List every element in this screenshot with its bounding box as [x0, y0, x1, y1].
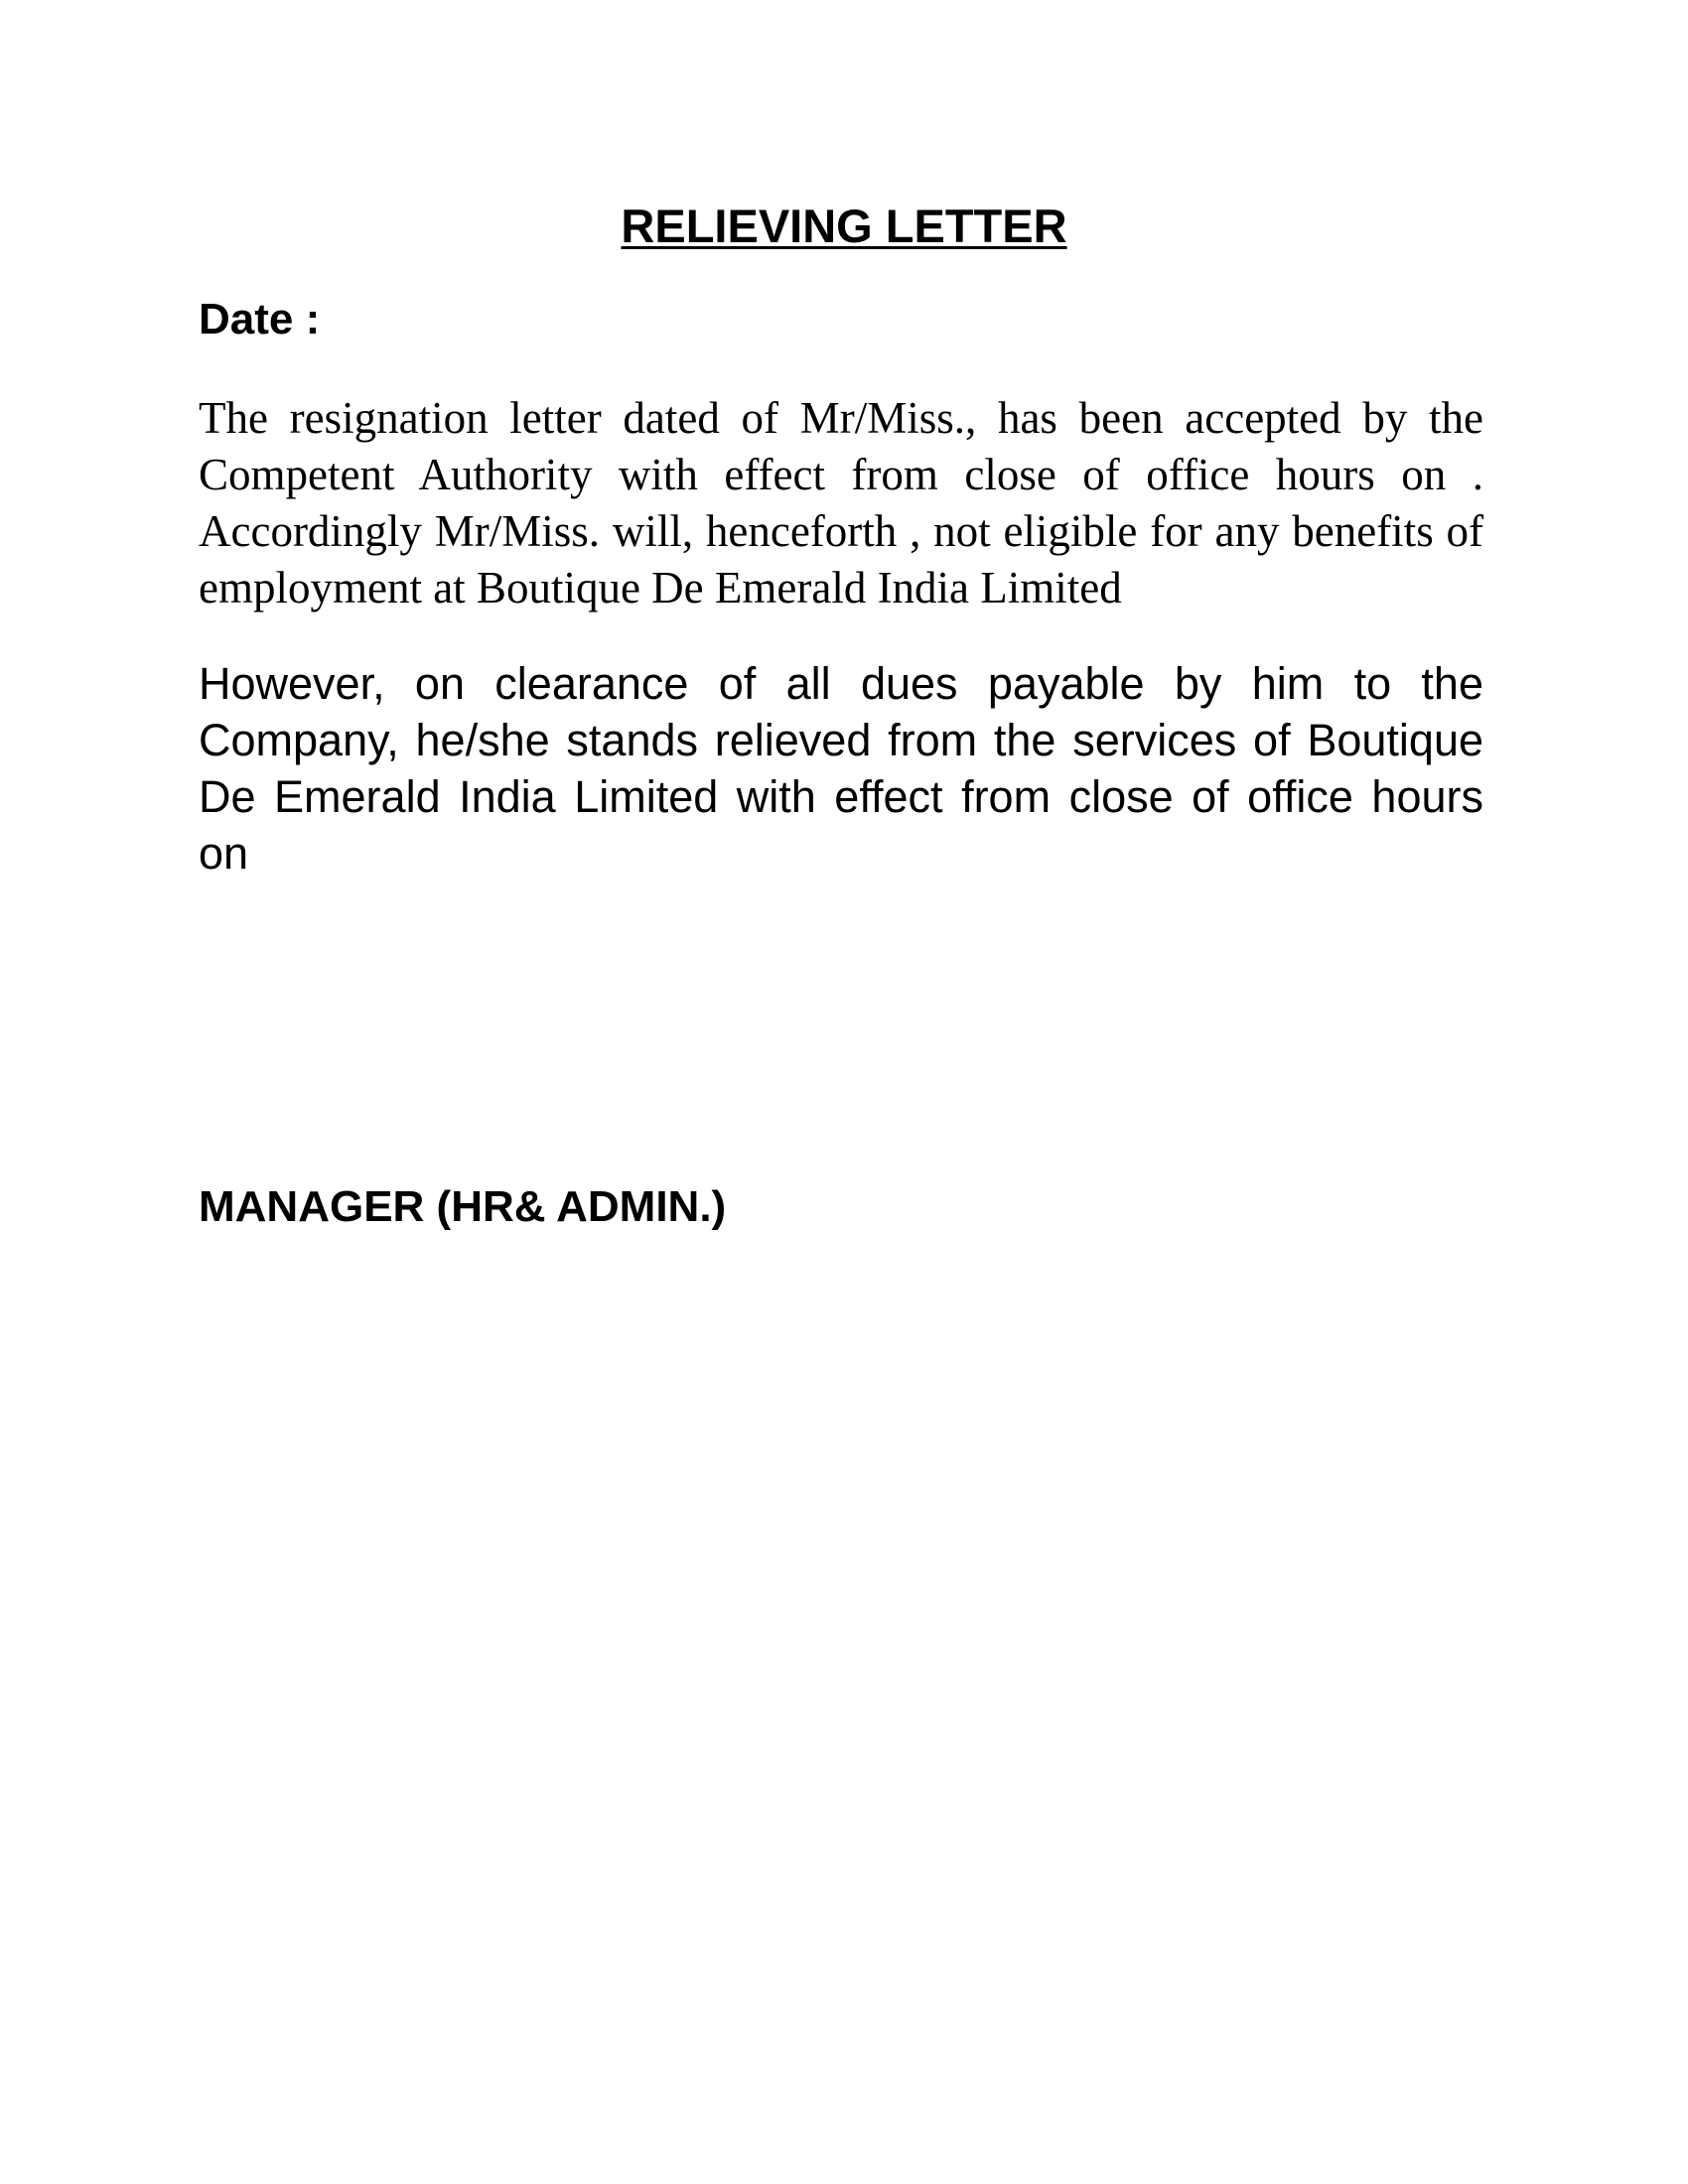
- date-label: Date :: [199, 295, 321, 343]
- resignation-paragraph: The resignation letter dated of Mr/Miss., has been accepted by the Competent Authority with effect from close of office hours on . Accordingly Mr/Miss. will, henceforth , not eligible for any benefits of employment at Boutique De Emerald India Limited: [199, 393, 1483, 613]
- signatory-title: MANAGER (HR& ADMIN.): [199, 1182, 727, 1231]
- clearance-paragraph: However, on clearance of all dues payable by him to the Company, he/she stands relieved from the services of Boutique De Emerald India Limited with effect from close of office hours on: [199, 658, 1483, 879]
- letter-title: RELIEVING LETTER: [621, 200, 1067, 252]
